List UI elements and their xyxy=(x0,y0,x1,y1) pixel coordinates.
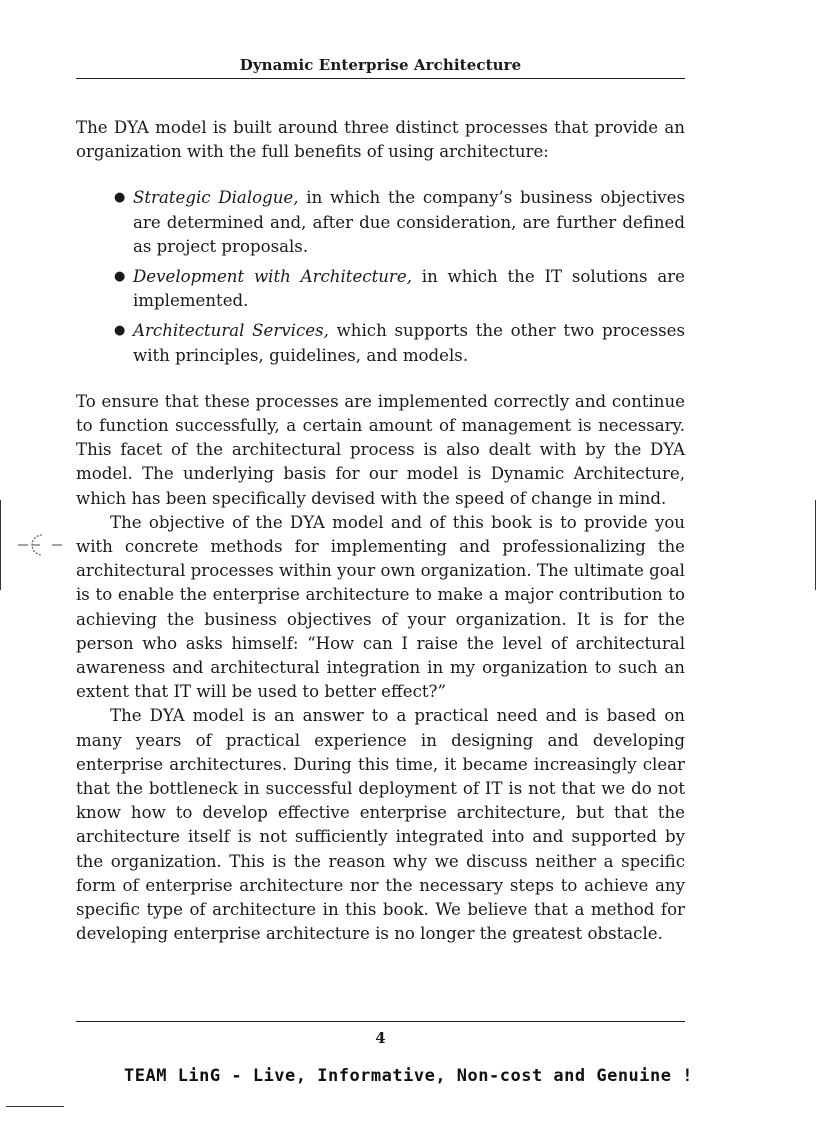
list-item xyxy=(114,265,685,313)
crop-mark-left xyxy=(0,500,1,590)
crop-mark-bottom xyxy=(6,1106,64,1107)
body-paragraph: The DYA model is an answer to a practical need and is based on many years of practical experience in designing and developing enterprise architectures. During this time, it became increasingly clear that the bottleneck in successful deployment of IT is not that we do not know how to develop effective enterprise architecture, but that the architecture itself is not sufficiently integrated into and supported by the organization. This is the reason why we discuss neither a specific form of enterprise architecture nor the necessary steps to achieve any specific type of architecture in this book. We believe that a method for developing enterprise architecture is no longer the greatest obstacle. xyxy=(76,706,685,944)
header-rule xyxy=(76,78,685,79)
list-item-text: in which the company’s business objectives are determined and, after due consideration, are further defined as project proposals. xyxy=(133,188,685,256)
footer-rule xyxy=(76,1021,685,1022)
bullet-icon: ● xyxy=(114,323,126,339)
page-body xyxy=(76,116,685,947)
list-item xyxy=(114,186,685,259)
footer-banner: TEAM LinG - Live, Informative, Non-cost and Genuine ! xyxy=(124,1066,693,1086)
list-item xyxy=(114,319,685,367)
process-list xyxy=(76,186,685,367)
registration-mark-icon xyxy=(18,530,64,560)
body-paragraph: To ensure that these processes are implemented correctly and continue to function successfully, a certain amount of management is necessary. This facet of the architectural process is also dealt with by the DYA model. The underlying basis for our model is Dynamic Architecture, which has been specifically devised with the speed of change in mind. xyxy=(76,391,685,508)
list-item-term: Strategic Dialogue, xyxy=(133,188,299,208)
page-number: 4 xyxy=(375,1029,386,1047)
body-paragraph: The objective of the DYA model and of this book is to provide you with concrete methods for implementing and professionalizing the architectural processes within your own organization. The ultimate goal is to enable the enterprise architecture to make a major contribution to achieving the business objectives of your organization. It is for the person who asks himself: “How can I raise the level of architectural awareness and architectural integration in my organization to such an extent that IT will be used to better effect?” xyxy=(76,512,685,702)
list-item-text: which supports the other two processes with principles, guidelines, and models. xyxy=(133,321,685,365)
intro-paragraph: The DYA model is built around three distinct processes that provide an organization with the full benefits of using architecture: xyxy=(76,118,685,162)
running-header-title: Dynamic Enterprise Architecture xyxy=(239,56,522,74)
list-item-text: in which the IT solutions are implemented. xyxy=(133,267,685,311)
bullet-icon: ● xyxy=(114,190,126,206)
bullet-icon: ● xyxy=(114,269,126,285)
list-item-term: Architectural Services, xyxy=(133,321,329,341)
list-item-term: Development with Architecture, xyxy=(133,267,412,287)
